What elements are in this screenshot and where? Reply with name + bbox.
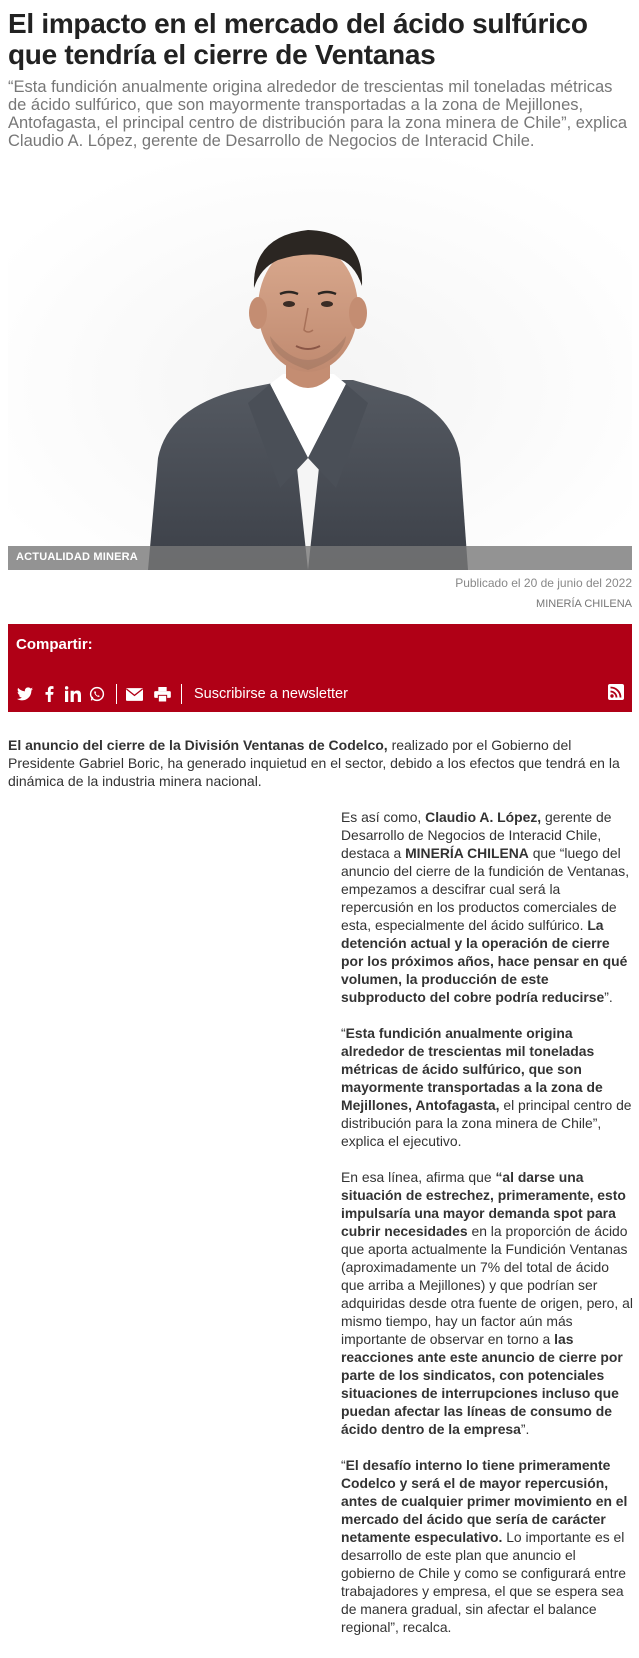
print-icon[interactable]: [153, 685, 171, 703]
share-separator: [181, 684, 182, 704]
text-run: En esa línea, afirma que: [341, 1169, 496, 1185]
share-separator: [116, 684, 117, 704]
portrait-image: [8, 158, 632, 570]
twitter-icon[interactable]: [16, 685, 34, 703]
article-photo: [8, 158, 632, 570]
text-run: “: [341, 1457, 346, 1473]
email-icon[interactable]: [125, 685, 143, 703]
intro-bold: El anuncio del cierre de la División Ventanas de Codelco,: [8, 737, 388, 753]
text-run-bold: Esta fundición anualmente origina alrededor de trescientas mil toneladas métricas de ácido sulfúrico, que son mayormente transportadas a la zona de Mejillones, Antofagasta,: [341, 1025, 603, 1113]
article-intro: [8, 736, 628, 790]
text-run: “: [341, 1025, 346, 1041]
text-run-bold: MINERÍA CHILENA: [405, 845, 529, 861]
text-run: en la proporción de ácido que aporta actualmente la Fundición Ventanas (aproximadamente un 7% del total de ácido que arriba a Mejillones) y que podrían ser adquiridas desde otra fuente de origen, pero, al mismo tiempo, hay un factor aún más importante de observar en torno a: [341, 1223, 633, 1347]
photo-caption: ACTUALIDAD MINERA: [16, 551, 138, 563]
facebook-icon[interactable]: [40, 685, 58, 703]
article-body-column: [341, 808, 633, 1654]
text-run: Lo importante es el desarrollo de este plan que anuncio el gobierno de Chile y como se configurará entre trabajadores y empresa, el que se espera sea de manera gradual, sin afectar el balance regional”, recalca.: [341, 1529, 626, 1635]
text-run: gerente de Desarrollo de Negocios de Interacid Chile, destaca a: [341, 809, 612, 861]
text-run-bold: El desafío interno lo tiene primeramente Codelco y será el de mayor repercusión, antes de cualquier primer movimiento en el mercado del ácido que sería de carácter netamente especulativo.: [341, 1457, 628, 1545]
text-run-bold: las reacciones ante este anuncio de cierre por parte de los sindicatos, con potenciales situaciones de interrupciones incluso que puedan afectar las líneas de consumo de ácido dentro de la empresa: [341, 1331, 623, 1437]
linkedin-icon[interactable]: [64, 685, 82, 703]
share-bar: [8, 624, 632, 712]
text-run-bold: La detención actual y la operación de cierre por los próximos años, hace pensar en qué volumen, la producción de este subproducto del cobre podría reducirse: [341, 917, 628, 1005]
text-run: Es así como,: [341, 809, 426, 825]
text-run: que “luego del anuncio del cierre de la fundición de Ventanas, empezamos a descifrar cual será la repercusión en los productos comerciales de esta, especialmente del ácido sulfúrico.: [341, 845, 630, 933]
photo-caption-bar: [8, 546, 632, 570]
paragraph: [341, 1456, 633, 1636]
text-run-bold: Claudio A. López,: [425, 809, 542, 825]
article-title: El impacto en el mercado del ácido sulfúrico que tendría el cierre de Ventanas: [8, 8, 588, 70]
paragraph: [341, 1024, 633, 1150]
intro-text: realizado por el Gobierno del Presidente Gabriel Boric, ha generado inquietud en el sector, debido a los efectos que tendrá en la dinámica de la industria minera nacional.: [8, 737, 620, 789]
share-icons-row: [16, 682, 348, 706]
text-run: el principal centro de distribución para la zona minera de Chile”, explica el ejecutivo.: [341, 1097, 632, 1149]
rss-icon[interactable]: [608, 684, 624, 700]
newsletter-link[interactable]: Suscribirse a newsletter: [194, 686, 348, 702]
whatsapp-icon[interactable]: [88, 685, 106, 703]
paragraph: [341, 808, 633, 1006]
article-lead: “Esta fundición anualmente origina alrededor de trescientas mil toneladas métricas de ácido sulfúrico, que son mayormente transportadas a la zona de Mejillones, Antofagasta, el principal centro de distribución para la zona minera de Chile”, explica Claudio A. López, gerente de Desarrollo de Negocios de Interacid Chile.: [8, 78, 628, 150]
text-run-bold: “al darse una situación de estrechez, primeramente, esto impulsaría una mayor demanda spot para cubrir necesidades: [341, 1169, 626, 1239]
publish-date: Publicado el 20 de junio del 2022: [455, 576, 632, 590]
text-run: ”.: [604, 989, 613, 1005]
text-run: ”.: [520, 1421, 530, 1437]
source-label: MINERÍA CHILENA: [536, 598, 632, 610]
share-title: Compartir:: [16, 636, 93, 653]
paragraph: [341, 1168, 633, 1438]
